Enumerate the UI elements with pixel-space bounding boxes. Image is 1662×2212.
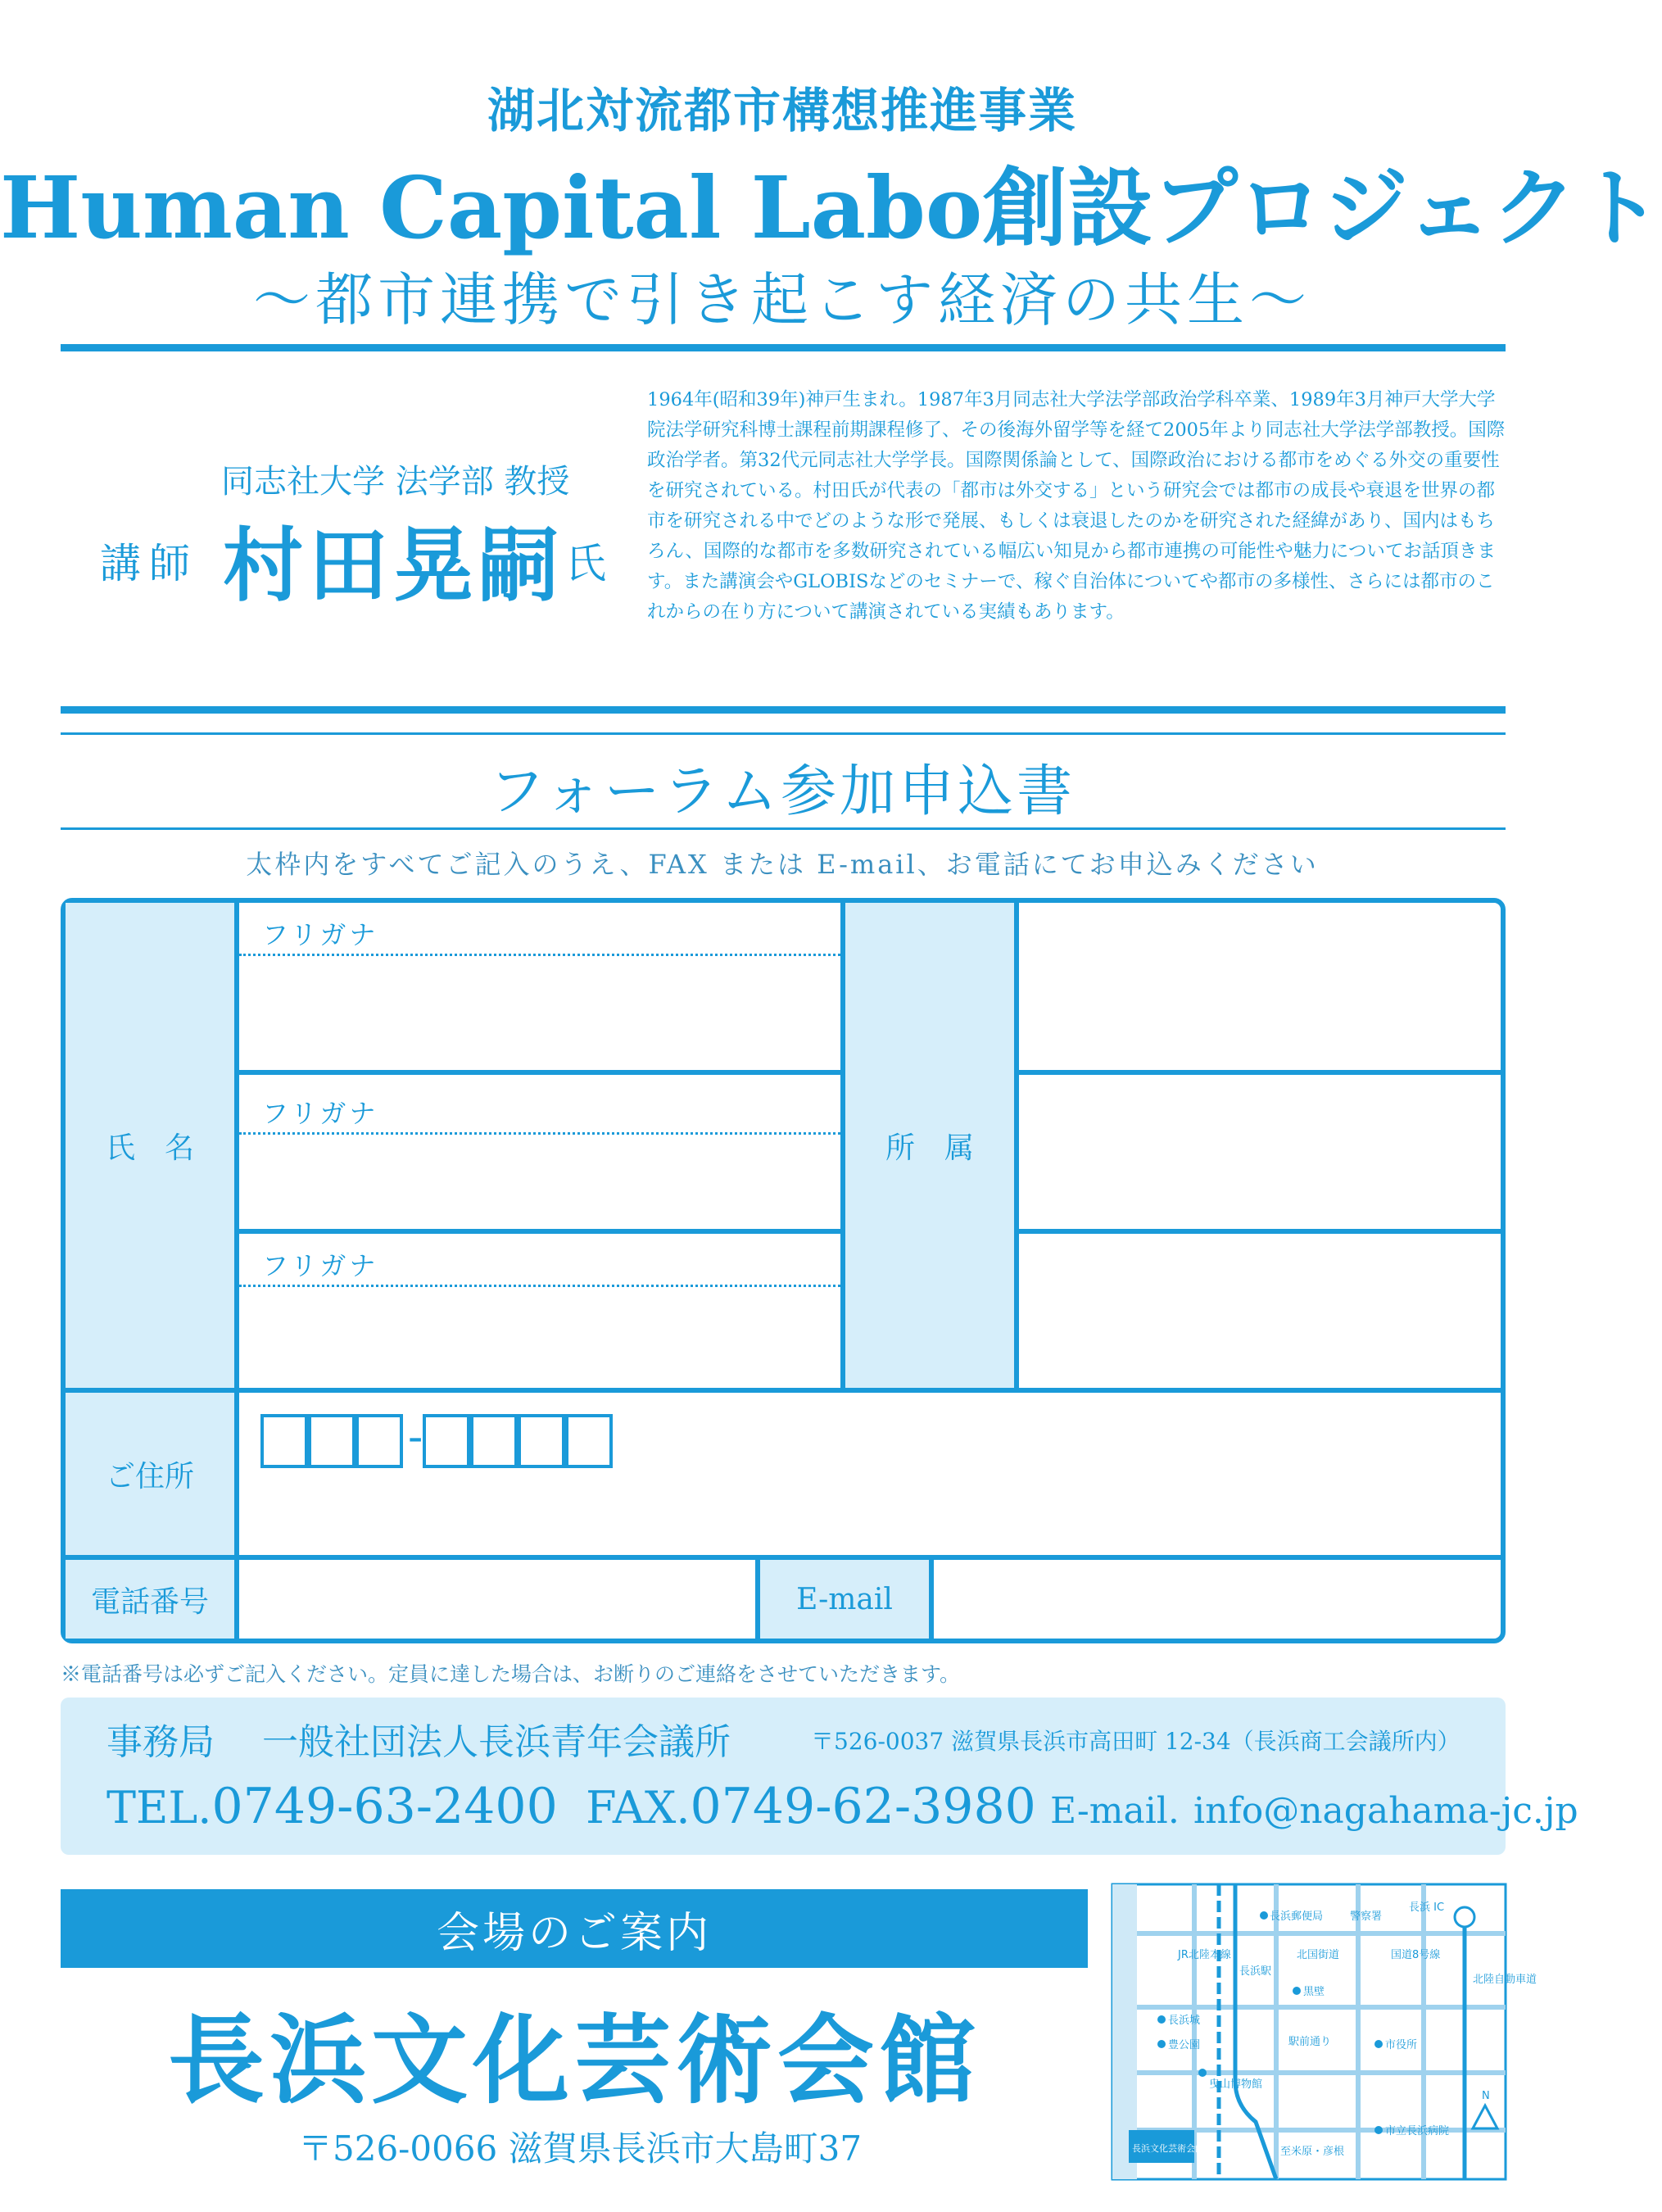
project-title: Human Capital Labo創設プロジェクト xyxy=(0,157,1662,258)
email-header xyxy=(760,1560,929,1639)
map-label-hospital: 市立長浜病院 xyxy=(1385,2125,1450,2137)
venue-name: 長浜文化芸術会館 xyxy=(167,2003,980,2117)
grid-line xyxy=(840,903,845,1388)
zip-digit-box[interactable] xyxy=(565,1414,613,1468)
fax-label: FAX. xyxy=(586,1782,691,1834)
form-title: フォーラム参加申込書 xyxy=(489,759,1076,824)
lecturer-name: 村田晃嗣 xyxy=(223,519,564,613)
venue-heading xyxy=(61,1889,1088,1968)
grid-line xyxy=(66,1388,1501,1393)
zip-dash: - xyxy=(408,1411,423,1462)
tel-number: 0749-63-2400 xyxy=(211,1778,558,1835)
lecturer-role: 講師 xyxy=(100,540,198,587)
phone-header xyxy=(66,1560,234,1639)
tel-label: TEL. xyxy=(106,1782,212,1834)
address-header xyxy=(66,1393,234,1555)
address-label: ご住所 xyxy=(105,1459,194,1494)
email-field[interactable] xyxy=(934,1560,1501,1639)
zip-digit-box[interactable] xyxy=(423,1414,470,1468)
lecturer-affiliation: 同志社大学 法学部 教授 xyxy=(221,463,570,501)
email-contact-label: E-mail. xyxy=(1049,1790,1180,1832)
map-label-venue: 長浜文化芸術会館 xyxy=(1132,2143,1204,2154)
zip-digit-box[interactable] xyxy=(260,1414,308,1468)
map-label-station: 長浜駅 xyxy=(1239,1965,1272,1978)
office-address: 〒526-0037 滋賀県長浜市高田町 12-34（長浜商工会議所内） xyxy=(811,1728,1460,1755)
map-label-route8: 国道8号線 xyxy=(1391,1949,1441,1961)
phone-field[interactable] xyxy=(239,1560,755,1639)
map-label-kurokabe: 黒壁 xyxy=(1303,1986,1325,1998)
map-label-bypass: 北陸自動車道 xyxy=(1473,1974,1537,1986)
name-label: 氏 名 xyxy=(105,1131,194,1165)
lecturer-divider xyxy=(61,706,1506,714)
zip-digit-box[interactable] xyxy=(518,1414,565,1468)
map-label-route-north: 北国街道 xyxy=(1297,1949,1340,1961)
name-field-3[interactable] xyxy=(239,1288,840,1388)
name-field-2[interactable] xyxy=(239,1135,840,1229)
form-title-underline xyxy=(61,827,1506,830)
map-label-castle: 長浜城 xyxy=(1168,2015,1201,2027)
map-label-ekimae: 駅前通り xyxy=(1288,2036,1332,2048)
venue-address: 〒526-0066 滋賀県長浜市大島町37 xyxy=(298,2128,863,2169)
grid-line xyxy=(755,1560,760,1639)
email-address[interactable]: info@nagahama-jc.jp xyxy=(1193,1790,1578,1832)
map-label-post-office: 長浜郵便局 xyxy=(1270,1911,1324,1923)
zip-digit-box[interactable] xyxy=(470,1414,518,1468)
project-tagline: 〜都市連携で引き起こす経済の共生〜 xyxy=(253,266,1311,333)
lecturer-divider-thin xyxy=(61,732,1506,735)
name-header xyxy=(66,903,234,1388)
map-label-park: 豊公園 xyxy=(1168,2039,1201,2051)
affiliation-label: 所 属 xyxy=(885,1131,974,1165)
email-label: E-mail xyxy=(796,1582,893,1616)
form-note: ※電話番号は必ずご記入ください。定員に達した場合は、お断りのご連絡をさせていただきます。 xyxy=(61,1662,961,1686)
address-field[interactable] xyxy=(239,1475,1501,1555)
map-label-museum: 曳山博物館 xyxy=(1209,2078,1263,2091)
office-label: 事務局 xyxy=(106,1721,215,1763)
header-divider xyxy=(61,344,1506,351)
map-label-north: N xyxy=(1482,2090,1490,2102)
lecturer-suffix: 氏 xyxy=(565,540,606,587)
phone-label: 電話番号 xyxy=(90,1584,209,1619)
affiliation-field-3[interactable] xyxy=(1019,1234,1501,1388)
map-label-maibara: 至米原・彦根 xyxy=(1280,2146,1345,2158)
furigana-divider-2 xyxy=(239,1132,840,1135)
grid-line xyxy=(239,1229,840,1234)
map-label-police: 警察署 xyxy=(1350,1911,1383,1923)
grid-line xyxy=(239,1070,840,1075)
zip-digit-box[interactable] xyxy=(308,1414,355,1468)
venue-map xyxy=(1112,1884,1537,2179)
fax-number: 0749-62-3980 xyxy=(690,1778,1036,1835)
office-name: 一般社団法人長浜青年会議所 xyxy=(262,1721,731,1763)
office-contact xyxy=(106,1778,1578,1835)
map-label-city-hall: 市役所 xyxy=(1385,2039,1418,2051)
name-field-1[interactable] xyxy=(239,957,840,1070)
furigana-label-3: フリガナ xyxy=(262,1250,379,1281)
affiliation-field-1[interactable] xyxy=(1019,903,1501,1070)
furigana-divider-1 xyxy=(239,954,840,956)
zip-digit-box[interactable] xyxy=(355,1414,403,1468)
affiliation-field-2[interactable] xyxy=(1019,1075,1501,1229)
furigana-label-2: フリガナ xyxy=(262,1098,379,1129)
furigana-label-1: フリガナ xyxy=(262,919,379,950)
project-subtitle: 湖北対流都市構想推進事業 xyxy=(487,83,1077,138)
lecturer-bio: 1964年(昭和39年)神戸生まれ。1987年3月同志社大学法学部政治学科卒業、1989年3月神戸大学大学院法学研究科博士課程前期課程修了、その後海外留学等を経て2005年より同志社大学法学部教授。国際政治学者。第32代元同志社大学学長。国際関係論として、国際政治における都市をめぐる外交の重要性を研究されている。村田氏が代表の「都市は外交する」という研究会では都市の成長や衰退を世界の都市を研究される中でどのような形で発展、もしくは衰退したのかを研究された経緯があり、国内はもちろん、国際的な都市を多数研究されている幅広い知見から都市連携の可能性や魅力についてお話頂きます。また講演会やGLOBISなどのセミナーで、稼ぐ自治体についてや都市の多様性、さらには都市のこれからの在り方について講演されている実績もあります。 xyxy=(647,389,1506,623)
form-instructions: 太枠内をすべてご記入のうえ、FAX または E-mail、お電話にてお申込みください xyxy=(246,849,1319,880)
affiliation-header xyxy=(845,903,1014,1388)
map-label-line: JR北陸本線 xyxy=(1178,1949,1231,1961)
venue-heading-text: 会場のご案内 xyxy=(436,1908,712,1958)
map-label-ic: 長浜 IC xyxy=(1409,1902,1445,1914)
furigana-divider-3 xyxy=(239,1285,840,1287)
